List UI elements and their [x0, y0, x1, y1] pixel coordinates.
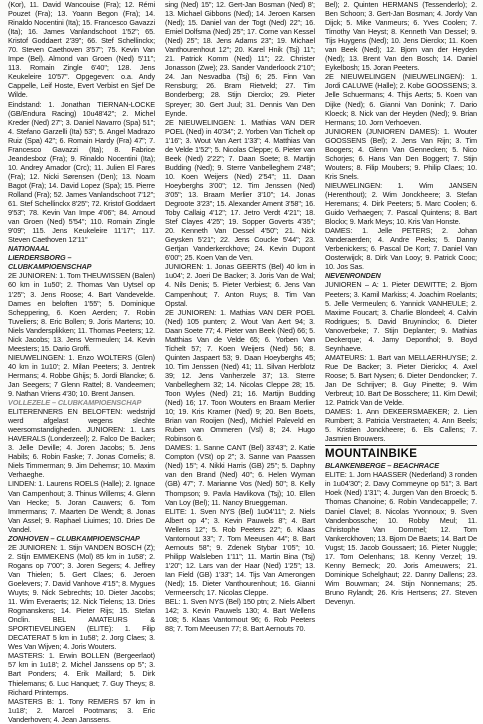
section-label: ZONHOVEN – CLUBKAMPIOENSCHAP [8, 533, 140, 543]
results-paragraph: NIEUWELINGEN: 1. Wim JANSEN (Herenthout); 2. Wim Jonckheere; 3. Stefan Heremans; 4. Dirk Peeters; 5. Marc Coolen; 6. Guido Verhaegen; 7. Pascal Quintens; 8. Bart Blockx; 9. Mark Meys; 10. Kris Van Honste. [325, 180, 477, 227]
results-paragraph: MASTERS B: 1. Tony REMERS 57 km in 1u18'; 2. Marcel Pootmans; 3. Eric Vanderhoven; 4. Jean Janssens. [8, 696, 155, 724]
column-right [325, 0, 477, 606]
results-paragraph: 2E JUNIOREN: 1. Mathias VAN DER POEL (Ned) 105 punten; 2. Wout Van Aert 94; 3. Daan Soete 77; 4. Pieter van Beek (Ned) 66; 5. Matthias Van de Velde 65; 6. Yorben Van Tichelt 57; 7. Koen Weijers (Ned) 56; 8. Quinten Jaspaert 53; 9. Daan Hoeyberghs 45; 10. Tim Jenssen (Ned) 41; 11. Silvan Herblotz 39; 12. Jens Vanherzele 37; 13. Sterre Vanbelleghem 32; 14. Nicolas Cleppe 28; 15. Toon Wyles (Ned) 21; 16. Martijn Budding (Ned) 16; 17. Toon Wouters en Braam Merlier 10; 19. Kris Kramer (Ned) 9; 20. Ben Boets, Brian van Rooijen (Ned), Michiel Paleveld en Ruben van Ommeren (Vsl) 8; 24. Hugo Robinson 6. [165, 307, 315, 444]
results-paragraph: ELITERENNERS EN BELOFTEN: wedstrijd werd afgelast wegens slechte weersomstandigheden. JUNIOREN: 1. Lars HAVERALS (Londerzeel); 2. Falco De Backer; 3. Jelle Deville; 4. Joren Jacobs; 5. Jens Habils; 6. Robin Faske; 7. Jonas Cornelis; 8. Niels Timmerman; 9. Jim Dehemsr; 10. Maxim Verhaeghe. [8, 407, 155, 480]
results-paragraph: DAMES: 1. Sanne CANT (Bel) 33'43"; 2. Katie Compton (VSt) op 2"; 3. Sanne van Paassen (Ned) 15"; 4. Nikki Harris (GB) 25"; 5. Daphny van den Brand (Ned) 40"; 6. Helen Wyman (GB) 47"; 7. Marianne Vos (Ned) 50"; 8. Kelly Thompson; 9. Pavla Havlikova (Tsj); 10. Ellen Van Loy (Bel); 11. Nancy Brueggeman. [165, 443, 315, 507]
results-paragraph: ELITE: 1. Sven NYS (Bel) 1u04'11"; 2. Niels Albert op 4"; 3. Kevin Pauwels 8"; 4. Bart Wellens 12"; 5. Rob Peeters 22"; 6. Klaas Vantornout 33"; 7. Tom Meeusen 44"; 8. Bart Aernouts 58"; 9. Zdenek Stybar 1'05"; 10. Philipp Walsleben 1'11"; 11. Martin Bina (Tsj) 1'20"; 12. Lars van der Haar (Ned) 1'25"; 13. Ian Field (GB) 1'33"; 14. Tijs Van Amerongen (Ned); 15. Dieter Vanthourenhout; 16. Gianni Vermeersch; 17. Nicolas Cleppe. [165, 506, 315, 598]
results-paragraph: NIEUWELINGEN: 1. Enzo WOLTERS (Glen) 40 km in 1u10'; 2. Milan Peeters; 3. Jentrek Hermans; 4. Robbe Ghijs; 5. Jordi Blancke; 6. Jan Seegers; 7 Glenn Rattel; 8. Vandeemen; 9. Nathan Vriens 4'30; 10. Brent Jansen. [8, 352, 155, 399]
results-paragraph: MASTERS: 1. Erwin BOLLEN (Bergeerlaot) 57 km in 1u18'; 2. Michel Janssens op 5"; 3. Bart Ponders; 4. Erik Maillard; 5. Dirk Thielemans; 6. Luc Hanquet; 7. Guy Theys; 8. Richard Printemps. [8, 651, 155, 697]
results-paragraph: AMATEURS: 1. Bart van MELLAERHUYSE; 2. Rue De Backer; 3. Pieter Dierickx; 4. Axel Roose; 5. Bart Nysen; 6. Dieter Dendoncker; 7. Jan De Schrijver; 8. Guy Pinette; 9. Wim Verbreut; 10. Bart De Bosschere; 11. Kim Dewil; 12. Patrick Van de Velde. [325, 352, 477, 408]
section-label: CLUBKAMPIOENSCHAP [8, 262, 92, 272]
section-label: LIERDERSBORG – [8, 253, 72, 263]
results-paragraph: (Kor), 11. David Wancouise (Fra); 12. Rémi Pouzet (Fra); 13. Yoann Begon (Fra); 14. Rinaldo Nocentini (Ita); 15. Francesco Gavazzi (Ita); 16. James Vanlandschoot 1'52"; 65. Kristof Goddaert 2'39"; 66. Stef Schellinckx; 70. Steven Caethoven 3'57"; 75. Kevin Van Impe (Bel). Almond van Groen (Ned) 5'11"; 113. Romain Zingle 6'40"; 128. Jens Keukeleire 10'57". Opgegeven: o.a. Andy Cappelle, Leif Hoste, Evert Verbist en Sjef De Wilde. [8, 0, 155, 100]
results-paragraph: 2E NIEUWELINGEN (NIEUWELINGEN): 1. Jordi CALUWE (Halle); 2. Kobe GOOSSENS; 3. Jelle Schuermans; 4. Thijs Aerts; 5. Koen van Dijke (Ned); 6. Gianni Van Donink; 7. Dario Kloeck; 8. Nick van der Heyden (Ned); 9. Brian Hermans; 10. Jorn Verhoeven. [325, 72, 477, 127]
section-label: VOLLEZELE – CLUBKAMPIOENSCHAP [8, 398, 142, 408]
column-middle [165, 0, 315, 634]
results-paragraph: 2E JUNIOREN: 1. Tom THEUWISSEN (Balen) 60 km in 1u50'; 2. Thomas Van Uytsel op 1'25"; 3. Jens Roose; 4. Bart Vandevelde. Dames en beloften 1'55"; 5. Dominique Scheppering, 6. Koen Aerden; 7. Robin Tuveliers; 8. Eric Bollen; 9. Joris Martens; 10. Niels Vandersplikken; 11. Thomas Peeters; 12. Nick Jacobs; 13. Jens Vermeulen; 14. Kevin Meesters; 15. Dario Groffi. [8, 271, 155, 353]
section-label: NATIONAAL [8, 244, 50, 254]
results-paragraph: JUNIOREN: 1. Jonas GEERTS (Bel) 40 km in 1u04'; 2. Joeri De Backer; 3. Joris Van de Wal; 4. Nils Denis; 5. Pieter Verbiest; 6. Jens Van Campenhout; 7. Anton Ruys; 8. Tim Van Opstal. [165, 262, 315, 308]
results-paragraph: 2E JUNIOREN: 1. Stijn VANDEN BOSCH (Z); 2. Stijn EMMEKENS (Mol) 85 km in 1u58'; 2. Rogans op 7'00"; 3. Joren Segers; 4. Jeffrey Van Thielen; 5. Gert Claes; 6. Jeroen Goelevers; 7. David Vanhove 4'15"; 8. Mygues Wuyts; 9. Nick Sebrechts; 10. Dieter Jacobs; 11. Wim Everaerts; 12. Nick Tielens; 13. Dries Rogmanskens; 14. Pieter Rijs; 15. Stefan Onclin. BEL AMATEURS & SPORTIEVELINGEN (ELITE): 1. Filip DECATERAT 5 km in 1u58'; 2. Jorg Claes; 3. Wes Van Wijven; 4. Joris Wouters. [8, 542, 155, 652]
results-paragraph: ELITE: 1. Jorn HAASSER (Nederland) 3 ronden in 1u04'30"; 2. Davy Commeyne op 51"; 3. Bart Hoek (Ned) 1'31"; 4. Jurgen Van den Broeck; 5. Thomas Chanoine; 6. Robin Vandecappelle; 7. Daniel Clavel; 8. Nicolas Yvonnoux; 9. Sven Vandenbossche; 10. Robby Meul; 11. Christophe Van Dommel; 12. Tom Vankerckhoven; 13. Bjorn De Baets; 14. Bart De Vugst; 15. Jacob Goussaert; 16. Pieter Nuggle; 17. Tom Oelenhans; 18. Kenny Verzel; 19. Kenny Berneck; 20. Joris Ameuwers; 21. Dominique Schelghaut; 22. Danny Dallens; 23. Wim Bouwman; 24. Stijn Nonnemans; 25. Bruno Rylandt; 26. Kris Hertsens; 27. Steven Devenyn. [325, 470, 477, 606]
section-label: BLANKENBERGE – BEACHRACE [325, 461, 439, 471]
results-paragraph: LINDEN: 1. Laurens ROELS (Halle); 2. Ignace Van Campenhout; 3. Thinus Willems; 4. Glenn Van Hecke; 5. Joran Cauwers; 6. Tom Immermans; 7. Maarten De Wendt; 8. Jonas Van Assel; 9. Raphael Liuimes; 10. Dries De Vandel. [8, 479, 155, 534]
results-paragraph: DAMES: 1. Jelle PETERS; 2. Johan Vanderaerden; 4. Andre Peeks; 5. Danny Verbenickers; 6. Pascal De Kort; 7. Daniel Van Oosterwijck; 8. Dirk Van Looy; 9. Patrick Cooc; 10. Jos Sas. [325, 226, 477, 272]
section-label: NEVENRONDEN [325, 271, 381, 281]
results-paragraph: 2E NIEUWELINGEN: 1. Mathias VAN DER POEL (Ned) in 40'34"; 2. Yorben Van Tichelt op 1'16"; 3. Wout Van Aert 1'33"; 4. Matthias Van de Velde 1'52"; 5. Nicolas Cleppe; 6. Pieter van Beek (Ned) 2'22"; 7. Daan Soete; 8. Martijn Budding (Ned); 9. Sterre Vanbelleghem 2'48"; 10. Koen Weijers (Ned) 2'54"; 11. Daan Hoeyberghs 3'00"; 12. Tim Jenssen (Ned) 3'05"; 13. Braam Merlier 3'10"; 14. Jonas Degroote 3'23"; 15. Alexander Ament 3'58"; 16. Toby Callaig 4'12"; 17. Jetro Verdt 4'21"; 18. Stef Clayes 4'25"; 19. Sopper Goverts 4'35"; 20. Kenneth Van Dessel 4'50"; 21. Nick Geysken 5'21"; 22. Jens Coucke 5'44"; 23. Gertjan Vanderkerckhove; 24. Kevin Dupont 6'00"; 25. Koen Van de Ven. [165, 117, 315, 263]
results-paragraph: Bel); 2. Quinten HERMANS (Tessenderlo); 2. Ben Schoon; 3. Gert-Jan Bosman; 4. Jordy Van Dijck; 5. Mike Vanmeurs; 6. Yves Coolen; 7. Timothy Van Heyst; 8. Kenneth Van Dessel; 9. Tijs Huygens (Ned); 10. Jens Dierckx; 11. Koen van Beek (Ned); 12. Bjorn van der Heyden (Ned); 13. Brent Van den Bosch; 14. Daniel Eykelbosh; 15. Joran Peeters. [325, 0, 477, 73]
column-left [8, 0, 155, 724]
results-paragraph: BEL: 1. Sven NYS (Bel) 150 ptn; 2. Niels Albert 142; 3. Kevin Pauwels 130; 4. Bart Wellens 108; 5. Klaas Vantornout 96; 6. Rob Peeters 88; 7. Tom Meeusen 77; 8. Bart Aernouts 70. [165, 597, 315, 634]
results-paragraph: sing (Ned) 15"; 12. Gert-Jan Bosman (Ned) 8'; 13. Michael Gibbons (Ned); 14. Jeroen Karsen (Ned); 15. Daniel van der Togt (Ned) 22"; 16. Emiel Dolfsma (Ned) 25"; 17. Corne van Kessel (Ned) 25"; 18. Jens Adams 23"; 19. Michael Vanthourenhout 12"; 20. Karel Hnik (Tsj) 11"; 21. Patrick Komm (Ned) 11"; 22. Christer Jonasson (Zwe); 23. Sander Vanderloock 2'10"; 24. Jan Nesvadba (Tsj) 6; 25. Finn Van Rensburg; 26. Bram Rietveld; 27. Tim Bonderberg; 28. Stijn Dierckx; 29. Pieter Spreyer; 30. Gert Juul; 31. Dennis Van Den Eynde. [165, 0, 315, 118]
results-paragraph: DAMES: 1. Ann DEKEERSMAEKER; 2. Lien Rumbert; 3. Patricia Verstraeten; 4. Ann Beels; 5. Kristien Jonckheere; 6. Els Callens; 7. Jasmien Brouwers. [325, 407, 477, 444]
section-heading: MOUNTAINBIKE [325, 448, 418, 461]
results-paragraph: Eindstand: 1. Jonathan TIERNAN-LOCKE (GB/Endura Racing) 10u48'42"; 2. Michel Kreder (Ned) 27"; 3. Daniel Navarro (Spa) 51"; 4. Stefano Garzelli (Ita) 53"; 5. Angel Madrazo Ruiz (Spa) 42"; 6. Romain Hardy (Fra) 47"; 7. Francesco Gavazzi (Ita); 8. Fabrice Jeandesboz (Fra); 9. Rinaldo Nocentini (Ita); 10. Andrey Amador (Crc); 11. Julien El Fares (Fra); 12. Nicki Sørensen (Den); 13. Noam Bagot (Fra); 14. David Lopez (Spa); 15. Pierre Rolland (Fra); 52. James Vanlandschoot 7'12"; 61. Stef Schellinckx 8'25"; 72. Kristof Goddaert 9'53"; 78. Kevin Van Impe 4'06"; 84. Arnoud van Groen (Ned) 5'54"; 110. Romain Zingle 9'09"; 115. Jens Keukeleire 11'17"; 117. Steven Caethoven 12'11" [8, 99, 155, 245]
section-divider [325, 445, 477, 446]
results-paragraph: JUNIOREN – A: 1. Pieter DEWITTE; 2. Bjorn Peeters; 3. Kamil Markiss; 4. Joachim Roelants; 5. Jelle Vermeulen; 6. Yannick VANHEULE; 2. Maxime Foucart; 3. Charlie Blondeel; 4. Calvin Rodrigues; 5. David Bruyninckx; 6. Dieter Vanoverbeke; 7. Stijn Deplanter; 9. Mathias Deckerque; 4. Jamy Deponthol; 9. Boyd Seynhaeve. [325, 280, 477, 353]
results-paragraph: JUNIOREN (JUNIOREN DAMES): 1. Wouter GOOSSENS (Bel); 2. Jens Van Rijn; 3. Tim Boogers; 4. Glenn Van Gennecken; 5. Nico Schorjes; 6. Hans Van Den Boggert; 7. Stijn Wouters; 8. Filip Moubers; 9. Philip Claes; 10. Kris Snels. [325, 126, 477, 181]
